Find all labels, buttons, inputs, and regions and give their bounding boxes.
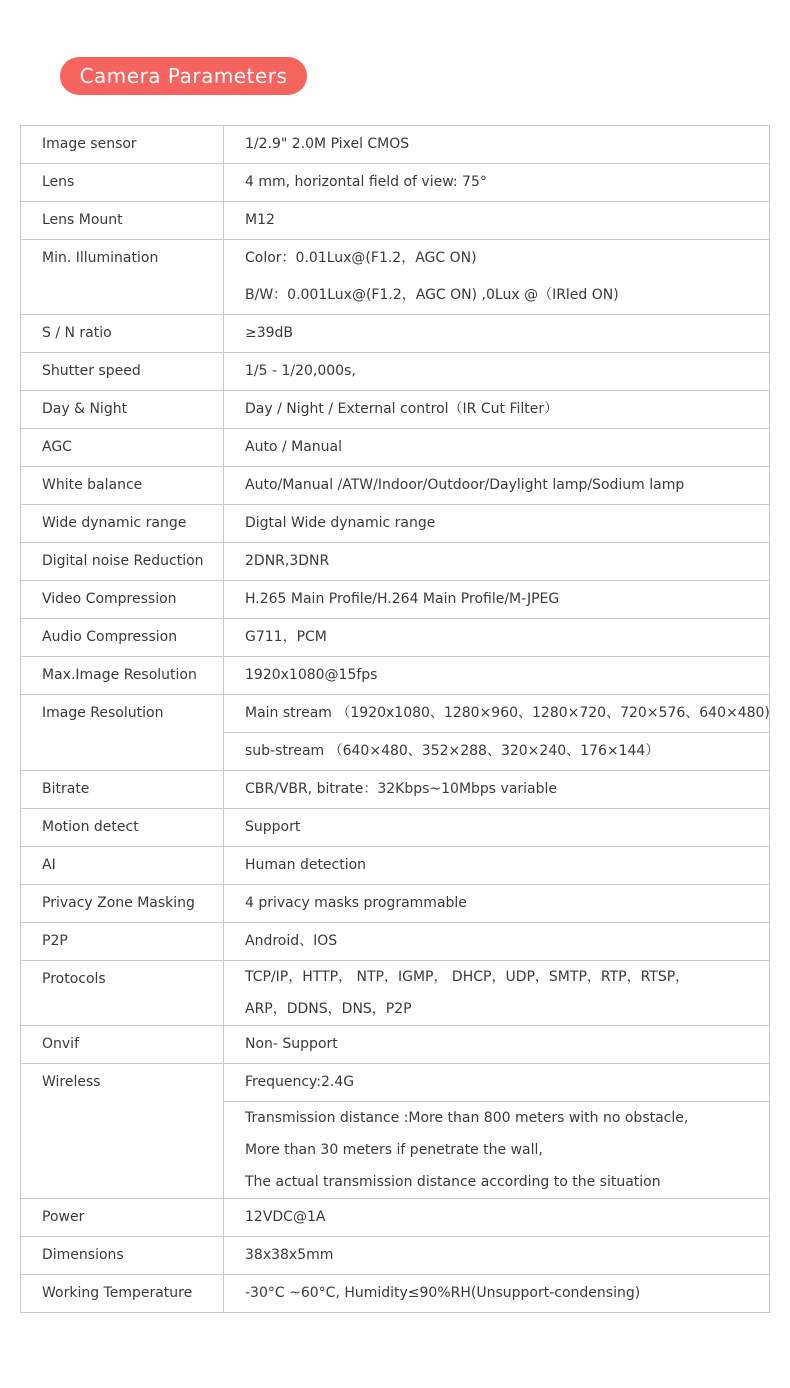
row-value-cell	[224, 1102, 770, 1199]
row-value-cell	[224, 543, 770, 581]
row-label-cell	[21, 315, 224, 353]
table-row	[21, 1026, 770, 1064]
row-label-cell	[21, 1064, 224, 1199]
row-label: S / N ratio	[42, 325, 112, 341]
row-label: P2P	[42, 933, 68, 949]
section-title: Camera Parameters	[79, 64, 288, 88]
camera-parameters-table	[20, 125, 770, 1313]
row-label-cell	[21, 657, 224, 695]
row-value-cell	[224, 1275, 770, 1313]
row-value: Auto / Manual	[245, 439, 342, 455]
row-value-cell	[224, 202, 770, 240]
row-label-cell	[21, 581, 224, 619]
row-value: Digtal Wide dynamic range	[245, 515, 436, 531]
row-label: Wireless	[42, 1074, 101, 1090]
row-label: White balance	[42, 477, 143, 493]
row-label-cell	[21, 1199, 224, 1237]
table-row	[21, 619, 770, 657]
row-value-cell	[224, 923, 770, 961]
row-value: ≥39dB	[245, 325, 294, 341]
row-label-cell	[21, 771, 224, 809]
row-value: TCP/IP，HTTP， NTP，IGMP， DHCP，UDP，SMTP，RTP，RTSP，	[245, 969, 690, 985]
row-label-cell	[21, 353, 224, 391]
row-value: B/W：0.001Lux@(F1.2，AGC ON) ,0Lux @（IRled ON)	[245, 287, 619, 303]
row-value-cell	[224, 695, 770, 733]
row-label-cell	[21, 126, 224, 164]
row-label: Video Compression	[42, 591, 177, 607]
row-label: Working Temperature	[42, 1285, 193, 1301]
table-row	[21, 809, 770, 847]
table-row	[21, 467, 770, 505]
row-label: Dimensions	[42, 1247, 124, 1263]
row-value: 1920x1080@15fps	[245, 667, 378, 683]
row-value-cell	[224, 315, 770, 353]
table-row	[21, 164, 770, 202]
table-row	[21, 581, 770, 619]
row-label: Min. Illumination	[42, 250, 159, 266]
row-value-cell	[224, 391, 770, 429]
row-label: Day & Night	[42, 401, 128, 417]
table-row	[21, 657, 770, 695]
row-label-cell	[21, 240, 224, 315]
row-label-cell	[21, 961, 224, 1026]
table-row	[21, 923, 770, 961]
table-row	[21, 1199, 770, 1237]
row-label-cell	[21, 695, 224, 771]
table-row	[21, 1064, 770, 1102]
row-label-cell	[21, 543, 224, 581]
row-value: H.265 Main Profile/H.264 Main Profile/M-JPEG	[245, 591, 560, 607]
row-label-cell	[21, 809, 224, 847]
row-label-cell	[21, 505, 224, 543]
table-row	[21, 1275, 770, 1313]
table-row	[21, 353, 770, 391]
row-label: Privacy Zone Masking	[42, 895, 195, 911]
row-label: Onvif	[42, 1036, 79, 1052]
row-value: Support	[245, 819, 301, 835]
row-value: -30°C ~60°C, Humidity≤90%RH(Unsupport-condensing)	[245, 1285, 641, 1301]
row-value: 38x38x5mm	[245, 1247, 334, 1263]
row-value: 2DNR,3DNR	[245, 553, 330, 569]
row-value: Frequency:2.4G	[245, 1074, 355, 1090]
row-label: Bitrate	[42, 781, 90, 797]
row-value-cell	[224, 733, 770, 771]
table-row	[21, 771, 770, 809]
row-value-cell	[224, 1237, 770, 1275]
row-value-cell	[224, 1064, 770, 1102]
row-value-cell	[224, 961, 770, 1026]
row-value-cell	[224, 657, 770, 695]
row-value: Color：0.01Lux@(F1.2，AGC ON)	[245, 250, 477, 266]
row-value-cell	[224, 240, 770, 315]
table-row	[21, 315, 770, 353]
table-row	[21, 505, 770, 543]
row-label: Audio Compression	[42, 629, 178, 645]
row-value-cell	[224, 1026, 770, 1064]
row-label-cell	[21, 467, 224, 505]
table-row	[21, 885, 770, 923]
row-value: Non- Support	[245, 1036, 338, 1052]
row-label-cell	[21, 1275, 224, 1313]
table-row	[21, 240, 770, 315]
row-value: Android、IOS	[245, 933, 338, 949]
row-value-cell	[224, 619, 770, 657]
row-label-cell	[21, 619, 224, 657]
row-value: M12	[245, 212, 275, 228]
row-value-cell	[224, 771, 770, 809]
row-value: CBR/VBR, bitrate：32Kbps~10Mbps variable	[245, 781, 558, 797]
row-label: Wide dynamic range	[42, 515, 187, 531]
row-value: 1/2.9" 2.0M Pixel CMOS	[245, 136, 410, 152]
row-value-cell	[224, 1199, 770, 1237]
row-value-cell	[224, 429, 770, 467]
row-value-cell	[224, 164, 770, 202]
row-label-cell	[21, 164, 224, 202]
table-row	[21, 961, 770, 1026]
table-row	[21, 543, 770, 581]
row-value-cell	[224, 467, 770, 505]
row-label-cell	[21, 923, 224, 961]
row-label: Lens Mount	[42, 212, 123, 228]
table-row	[21, 202, 770, 240]
row-value: 1/5 - 1/20,000s,	[245, 363, 356, 379]
row-label: Image sensor	[42, 136, 137, 152]
row-label: AI	[42, 857, 56, 873]
row-value: 4 mm, horizontal field of view: 75°	[245, 174, 487, 190]
row-label-cell	[21, 202, 224, 240]
table-row	[21, 1237, 770, 1275]
row-value: Human detection	[245, 857, 367, 873]
row-label: Power	[42, 1209, 85, 1225]
row-value: Transmission distance :More than 800 meters with no obstacle,	[245, 1110, 689, 1126]
row-value: 12VDC@1A	[245, 1209, 326, 1225]
row-label: Lens	[42, 174, 75, 190]
row-value-cell	[224, 809, 770, 847]
table-row	[21, 429, 770, 467]
row-label: Shutter speed	[42, 363, 141, 379]
row-value: The actual transmission distance according to the situation	[245, 1174, 661, 1190]
row-value-cell	[224, 126, 770, 164]
row-value: sub-stream （640×480、352×288、320×240、176×144）	[245, 743, 660, 759]
row-value: More than 30 meters if penetrate the wall,	[245, 1142, 543, 1158]
row-value-cell	[224, 847, 770, 885]
row-label: Protocols	[42, 971, 106, 987]
row-label-cell	[21, 391, 224, 429]
row-label: Motion detect	[42, 819, 139, 835]
row-value-cell	[224, 885, 770, 923]
table-row	[21, 391, 770, 429]
row-value-cell	[224, 353, 770, 391]
row-value: Main stream （1920x1080、1280×960、1280×720、720×576、640×480)	[245, 705, 770, 721]
row-label-cell	[21, 1026, 224, 1064]
row-value-cell	[224, 581, 770, 619]
row-value: 4 privacy masks programmable	[245, 895, 467, 911]
row-label-cell	[21, 847, 224, 885]
row-label: Digital noise Reduction	[42, 553, 204, 569]
row-value: G711，PCM	[245, 629, 327, 645]
row-value: Day / Night / External control（IR Cut Filter）	[245, 401, 559, 417]
row-label-cell	[21, 429, 224, 467]
row-label-cell	[21, 885, 224, 923]
table-row	[21, 695, 770, 733]
section-title-badge	[60, 57, 307, 95]
row-value: Auto/Manual /ATW/Indoor/Outdoor/Daylight lamp/Sodium lamp	[245, 477, 685, 493]
table-row	[21, 126, 770, 164]
row-value: ARP，DDNS，DNS，P2P	[245, 1001, 412, 1017]
row-label: Max.Image Resolution	[42, 667, 197, 683]
row-label: Image Resolution	[42, 705, 164, 721]
row-label: AGC	[42, 439, 72, 455]
table-row	[21, 847, 770, 885]
row-label-cell	[21, 1237, 224, 1275]
row-value-cell	[224, 505, 770, 543]
